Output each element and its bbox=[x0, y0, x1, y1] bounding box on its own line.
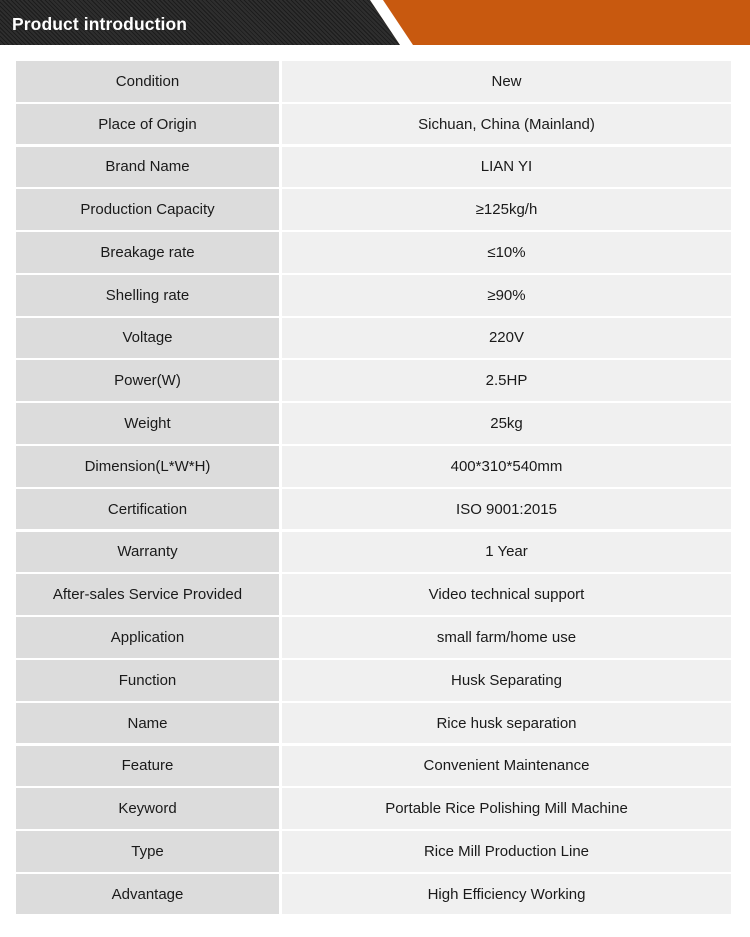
spec-value: Rice husk separation bbox=[282, 703, 731, 744]
spec-row bbox=[16, 189, 731, 230]
spec-value: Convenient Maintenance bbox=[282, 746, 731, 787]
spec-row bbox=[16, 617, 731, 658]
spec-label: Brand Name bbox=[16, 147, 279, 188]
spec-label: Keyword bbox=[16, 788, 279, 829]
spec-label: Power(W) bbox=[16, 360, 279, 401]
spec-value: ≥90% bbox=[282, 275, 731, 316]
spec-value: 2.5HP bbox=[282, 360, 731, 401]
spec-label: Feature bbox=[16, 746, 279, 787]
spec-label: Application bbox=[16, 617, 279, 658]
spec-value: Husk Separating bbox=[282, 660, 731, 701]
spec-value: 220V bbox=[282, 318, 731, 359]
spec-value: ≥125kg/h bbox=[282, 189, 731, 230]
spec-value: New bbox=[282, 61, 731, 102]
spec-value: High Efficiency Working bbox=[282, 874, 731, 915]
spec-row bbox=[16, 703, 731, 744]
spec-row bbox=[16, 403, 731, 444]
spec-value: small farm/home use bbox=[282, 617, 731, 658]
spec-label: Name bbox=[16, 703, 279, 744]
spec-row bbox=[16, 788, 731, 829]
spec-value: 25kg bbox=[282, 403, 731, 444]
spec-value: 1 Year bbox=[282, 532, 731, 573]
spec-row bbox=[16, 660, 731, 701]
section-header-banner bbox=[0, 0, 750, 45]
spec-label: Breakage rate bbox=[16, 232, 279, 273]
spec-row bbox=[16, 232, 731, 273]
spec-value: ≤10% bbox=[282, 232, 731, 273]
spec-row bbox=[16, 489, 731, 530]
spec-value: 400*310*540mm bbox=[282, 446, 731, 487]
product-spec-table bbox=[16, 61, 731, 917]
spec-label: Weight bbox=[16, 403, 279, 444]
section-title: Product introduction bbox=[12, 14, 188, 34]
spec-label: Condition bbox=[16, 61, 279, 102]
spec-row bbox=[16, 446, 731, 487]
spec-label: After-sales Service Provided bbox=[16, 574, 279, 615]
spec-value: Video technical support bbox=[282, 574, 731, 615]
spec-value: Portable Rice Polishing Mill Machine bbox=[282, 788, 731, 829]
spec-label: Production Capacity bbox=[16, 189, 279, 230]
spec-label: Type bbox=[16, 831, 279, 872]
spec-row bbox=[16, 831, 731, 872]
spec-label: Dimension(L*W*H) bbox=[16, 446, 279, 487]
spec-label: Advantage bbox=[16, 874, 279, 915]
spec-value: Rice Mill Production Line bbox=[282, 831, 731, 872]
spec-value: LIAN YI bbox=[282, 147, 731, 188]
spec-row bbox=[16, 275, 731, 316]
spec-row bbox=[16, 360, 731, 401]
spec-row bbox=[16, 61, 731, 102]
spec-label: Place of Origin bbox=[16, 104, 279, 145]
spec-row bbox=[16, 104, 731, 145]
spec-label: Function bbox=[16, 660, 279, 701]
spec-row bbox=[16, 746, 731, 787]
spec-value: Sichuan, China (Mainland) bbox=[282, 104, 731, 145]
spec-row bbox=[16, 318, 731, 359]
spec-value: ISO 9001:2015 bbox=[282, 489, 731, 530]
spec-label: Certification bbox=[16, 489, 279, 530]
spec-label: Warranty bbox=[16, 532, 279, 573]
spec-label: Shelling rate bbox=[16, 275, 279, 316]
spec-row bbox=[16, 532, 731, 573]
spec-row bbox=[16, 147, 731, 188]
spec-row bbox=[16, 874, 731, 915]
spec-row bbox=[16, 574, 731, 615]
spec-label: Voltage bbox=[16, 318, 279, 359]
